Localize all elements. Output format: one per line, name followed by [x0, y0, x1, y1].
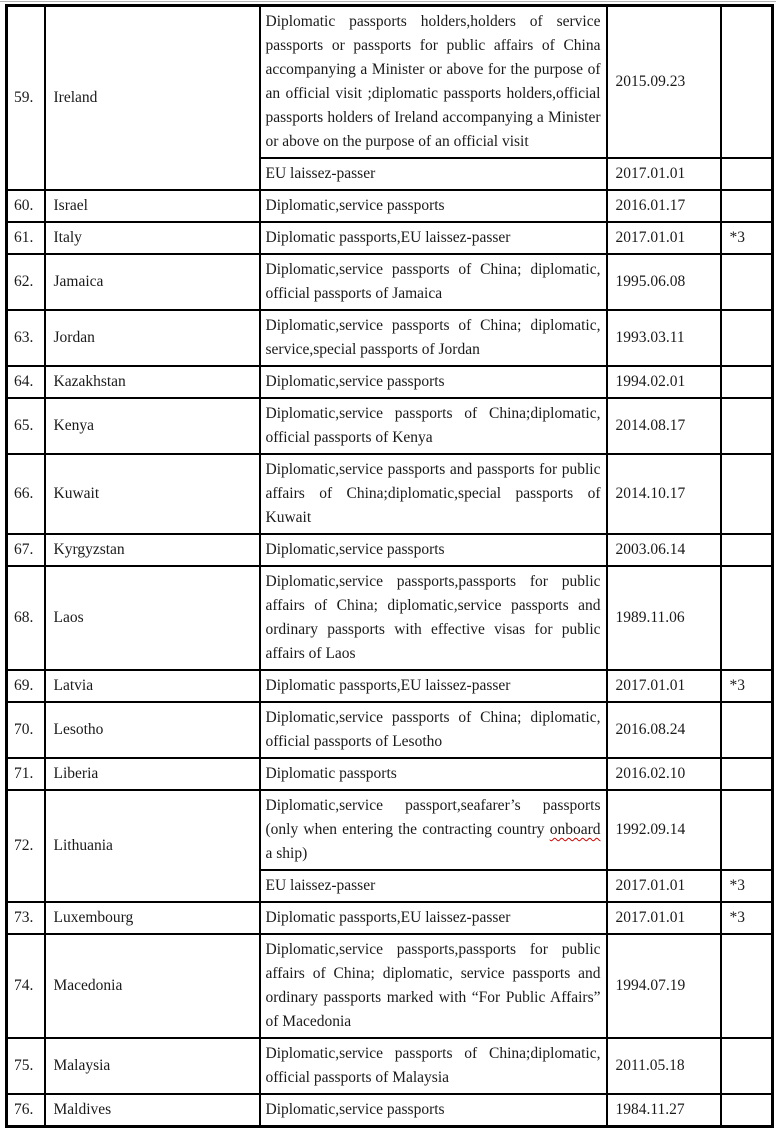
table-row	[7, 1038, 773, 1094]
country-cell: Kazakhstan	[45, 366, 260, 398]
table-row	[7, 398, 773, 454]
date-cell: 2016.02.10	[607, 758, 721, 790]
row-number-cell: 60.	[7, 190, 45, 222]
page-top-divider	[0, 1, 776, 2]
date-cell: 2017.01.01	[607, 902, 721, 934]
note-cell	[721, 158, 773, 190]
country-cell: Luxembourg	[45, 902, 260, 934]
country-cell: Latvia	[45, 670, 260, 702]
date-cell: 2016.08.24	[607, 702, 721, 758]
country-cell: Liberia	[45, 758, 260, 790]
note-cell	[721, 6, 773, 159]
description-cell: Diplomatic,service passports of China; diplomatic, service,special passports of Jordan	[260, 310, 607, 366]
row-number-cell: 67.	[7, 534, 45, 566]
row-number-cell: 64.	[7, 366, 45, 398]
country-cell: Jamaica	[45, 254, 260, 310]
description-cell: EU laissez-passer	[260, 870, 607, 902]
row-number-cell: 62.	[7, 254, 45, 310]
table-row	[7, 454, 773, 534]
table-row	[7, 534, 773, 566]
row-number-cell: 73.	[7, 902, 45, 934]
description-cell: Diplomatic,service passports of China; diplomatic, official passports of Jamaica	[260, 254, 607, 310]
table-row	[7, 702, 773, 758]
description-cell: Diplomatic,service passports	[260, 366, 607, 398]
date-cell: 2014.08.17	[607, 398, 721, 454]
date-cell: 1992.09.14	[607, 790, 721, 870]
country-cell: Malaysia	[45, 1038, 260, 1094]
description-cell: Diplomatic passports holders,holders of service passports or passports for public affairs of China accompanying a Minister or above for the purpose of an official visit ;diplomatic passports holders,official passports holders of Ireland accompanying a Minister or above on the purpose of an official visit	[260, 6, 607, 159]
row-number-cell: 72.	[7, 790, 45, 902]
description-cell: EU laissez-passer	[260, 158, 607, 190]
country-cell: Italy	[45, 222, 260, 254]
note-cell	[721, 758, 773, 790]
row-number-cell: 74.	[7, 934, 45, 1038]
country-cell: Ireland	[45, 6, 260, 191]
country-cell: Jordan	[45, 310, 260, 366]
note-cell	[721, 1038, 773, 1094]
date-cell: 1993.03.11	[607, 310, 721, 366]
table-row	[7, 190, 773, 222]
description-cell: Diplomatic,service passports of China;diplomatic, official passports of Malaysia	[260, 1038, 607, 1094]
table-row	[7, 310, 773, 366]
date-cell: 1994.02.01	[607, 366, 721, 398]
note-cell	[721, 534, 773, 566]
date-cell: 2017.01.01	[607, 670, 721, 702]
table-row	[7, 566, 773, 670]
country-cell: Kenya	[45, 398, 260, 454]
country-cell: Macedonia	[45, 934, 260, 1038]
visa-exemption-table	[5, 4, 774, 1128]
note-cell: *3	[721, 902, 773, 934]
description-cell: Diplomatic,service passports	[260, 190, 607, 222]
description-cell: Diplomatic passports,EU laissez-passer	[260, 902, 607, 934]
note-cell	[721, 454, 773, 534]
note-cell	[721, 366, 773, 398]
row-number-cell: 70.	[7, 702, 45, 758]
description-cell: Diplomatic,service passports and passports for public affairs of China;diplomatic,special passports of Kuwait	[260, 454, 607, 534]
country-cell: Lesotho	[45, 702, 260, 758]
date-cell: 1984.11.27	[607, 1094, 721, 1127]
visa-table-body	[7, 6, 773, 1127]
table-row	[7, 1094, 773, 1127]
note-cell	[721, 310, 773, 366]
note-cell	[721, 398, 773, 454]
description-cell: Diplomatic,service passports	[260, 1094, 607, 1127]
date-cell: 1989.11.06	[607, 566, 721, 670]
row-number-cell: 61.	[7, 222, 45, 254]
country-cell: Kuwait	[45, 454, 260, 534]
note-cell: *3	[721, 670, 773, 702]
description-cell: Diplomatic,service passports of China; diplomatic, official passports of Lesotho	[260, 702, 607, 758]
country-cell: Israel	[45, 190, 260, 222]
description-cell: Diplomatic,service passport,seafarer’s passports (only when entering the contracting country onboard a ship)	[260, 790, 607, 870]
note-cell	[721, 790, 773, 870]
date-cell: 2011.05.18	[607, 1038, 721, 1094]
table-row	[7, 222, 773, 254]
row-number-cell: 75.	[7, 1038, 45, 1094]
country-cell: Maldives	[45, 1094, 260, 1127]
note-cell	[721, 934, 773, 1038]
note-cell: *3	[721, 222, 773, 254]
row-number-cell: 68.	[7, 566, 45, 670]
country-cell: Kyrgyzstan	[45, 534, 260, 566]
description-cell: Diplomatic,service passports	[260, 534, 607, 566]
date-cell: 2014.10.17	[607, 454, 721, 534]
row-number-cell: 66.	[7, 454, 45, 534]
date-cell: 2003.06.14	[607, 534, 721, 566]
note-cell	[721, 254, 773, 310]
row-number-cell: 59.	[7, 6, 45, 191]
country-cell: Laos	[45, 566, 260, 670]
table-row	[7, 790, 773, 870]
row-number-cell: 65.	[7, 398, 45, 454]
table-row	[7, 902, 773, 934]
date-cell: 2017.01.01	[607, 222, 721, 254]
table-row	[7, 934, 773, 1038]
country-cell: Lithuania	[45, 790, 260, 902]
description-cell: Diplomatic passports,EU laissez-passer	[260, 670, 607, 702]
note-cell	[721, 1094, 773, 1127]
date-cell: 2017.01.01	[607, 870, 721, 902]
date-cell: 2017.01.01	[607, 158, 721, 190]
note-cell: *3	[721, 870, 773, 902]
table-row	[7, 758, 773, 790]
table-row	[7, 6, 773, 159]
row-number-cell: 71.	[7, 758, 45, 790]
date-cell: 2015.09.23	[607, 6, 721, 159]
description-cell: Diplomatic,service passports,passports for public affairs of China; diplomatic,service passports and ordinary passports with effective visas for public affairs of Laos	[260, 566, 607, 670]
note-cell	[721, 566, 773, 670]
table-row	[7, 366, 773, 398]
row-number-cell: 63.	[7, 310, 45, 366]
note-cell	[721, 702, 773, 758]
note-cell	[721, 190, 773, 222]
table-row	[7, 254, 773, 310]
date-cell: 1995.06.08	[607, 254, 721, 310]
row-number-cell: 69.	[7, 670, 45, 702]
date-cell: 1994.07.19	[607, 934, 721, 1038]
description-cell: Diplomatic,service passports,passports for public affairs of China; diplomatic, service passports and ordinary passports marked with “For Public Affairs” of Macedonia	[260, 934, 607, 1038]
description-cell: Diplomatic passports,EU laissez-passer	[260, 222, 607, 254]
row-number-cell: 76.	[7, 1094, 45, 1127]
date-cell: 2016.01.17	[607, 190, 721, 222]
spellchecked-word: onboard	[549, 821, 601, 838]
table-row	[7, 670, 773, 702]
description-cell: Diplomatic,service passports of China;diplomatic, official passports of Kenya	[260, 398, 607, 454]
description-cell: Diplomatic passports	[260, 758, 607, 790]
